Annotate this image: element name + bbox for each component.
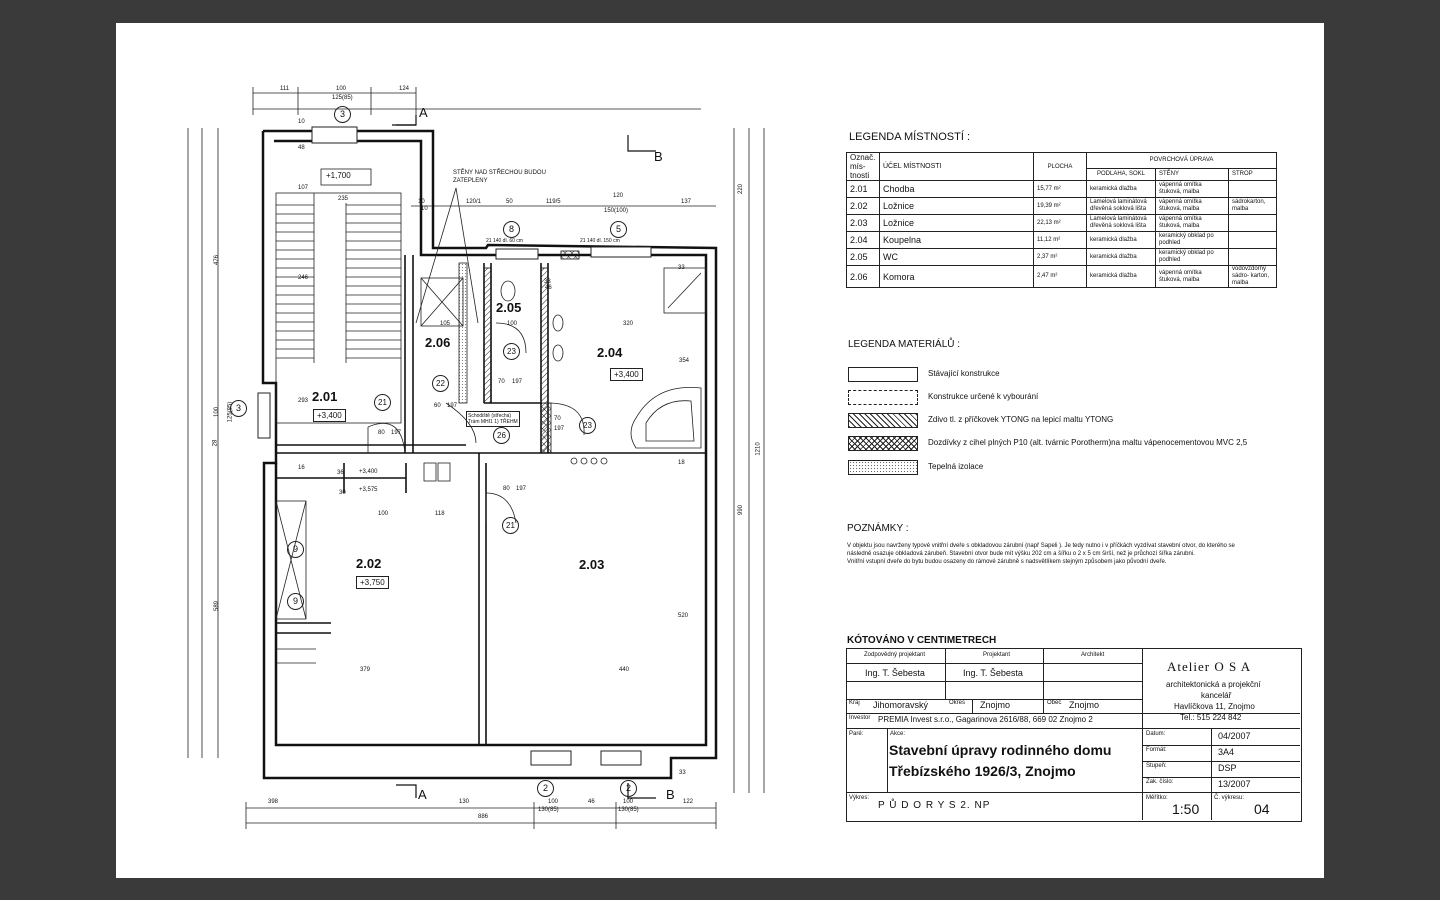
level-2-02: +3,750 <box>356 576 389 589</box>
inner-dimension: 379 <box>360 667 371 673</box>
legend-code: 2.02 <box>847 198 880 215</box>
inner-dimension: 80 <box>503 486 510 492</box>
door-mark-21-b: 21 <box>502 517 519 534</box>
tb-office-line-2: kancelář <box>1201 691 1232 700</box>
dim-row2-6: 150(100) <box>604 208 629 214</box>
tb-rule <box>846 792 1300 793</box>
stair-level: +1,700 <box>326 171 351 180</box>
tb-rule <box>1142 777 1300 778</box>
tb-responsible: Ing. T. Šebesta <box>865 668 925 678</box>
tb-l-action: Akce: <box>890 731 906 737</box>
inner-dimension: 197 <box>516 486 527 492</box>
notes-text <box>847 542 1317 566</box>
inner-dimension: 46 <box>545 285 552 291</box>
legend-row <box>847 181 1277 198</box>
tb-action-2: Třebízského 1926/3, Znojmo <box>889 763 1076 779</box>
material-legend-title: LEGENDA MATERIÁLŮ : <box>848 339 961 350</box>
tb-rule <box>1043 699 1044 713</box>
legend-ceiling: vodovzdorný sádro- karton, malba <box>1229 266 1277 288</box>
wardrobe <box>276 501 316 663</box>
legend-walls: vápenná omítka štuková, malba <box>1156 266 1229 288</box>
dim-bottom-3: 100 <box>548 799 559 805</box>
axis-mark-8: 8 <box>503 221 520 238</box>
level-2-04: +3,400 <box>610 368 643 381</box>
dim-row2-2: 120/1 <box>466 199 482 205</box>
dim-right-2: 1210 <box>755 442 762 456</box>
tb-l-scale: Měřítko: <box>1146 795 1168 801</box>
col-code: Označ. mís- tnosti <box>847 153 880 181</box>
dim-left-4: 28 <box>212 439 219 447</box>
dim-row2-7: 137 <box>681 199 692 205</box>
inner-dimension: 440 <box>619 667 630 673</box>
tb-l-district: Okres <box>949 700 966 706</box>
legend-ceiling: sádrokarton, malba <box>1229 198 1277 215</box>
legend-row <box>847 249 1277 266</box>
tb-action-1: Stavební úpravy rodinného domu <box>889 742 1112 758</box>
dim-row2-4: 119/5 <box>546 199 561 205</box>
dim-bottom-4: 46 <box>588 799 595 805</box>
col-purpose: ÚČEL MÍSTNOSTI <box>880 153 1034 181</box>
legend-area: 11,12 m² <box>1034 232 1087 249</box>
dim-top-1: 111 <box>280 86 290 92</box>
tb-rule <box>1142 648 1143 820</box>
dim-row2-5: 120 <box>613 193 624 199</box>
inner-dimension: 100 <box>378 511 389 517</box>
material-swatch <box>848 460 918 475</box>
tb-format: 3A4 <box>1218 747 1235 757</box>
room-label-2-06: 2.06 <box>425 335 451 350</box>
inner-dimension: 197 <box>447 403 458 409</box>
door-mark-26: 26 <box>493 427 510 444</box>
drawing-sheet <box>116 23 1324 878</box>
room-label-2-01: 2.01 <box>312 389 338 404</box>
axis-mark-5: 5 <box>610 221 627 238</box>
tb-l-region: Kraj <box>849 700 860 706</box>
dim-bottom-7: 130(85) <box>538 807 559 813</box>
material-label: Zdivo tl. z příčkovek YTONG na lepicí maltu YTONG <box>928 415 1114 424</box>
inner-dimension: 197 <box>512 379 523 385</box>
legend-code: 2.06 <box>847 266 880 288</box>
legend-code: 2.05 <box>847 249 880 266</box>
tb-l-investor: Investor <box>849 715 871 721</box>
legend-purpose: Chodba <box>880 181 1034 198</box>
inner-dimension: 70 <box>498 379 505 385</box>
tb-l-number: Č. výkresu: <box>1214 795 1245 801</box>
small-level-1: +3,400 <box>359 469 378 475</box>
dim-left-3: 125(85) <box>227 401 234 423</box>
tb-l-date: Datum: <box>1146 731 1166 737</box>
inner-dimension: 107 <box>298 185 309 191</box>
inner-dimension: 100 <box>507 321 518 327</box>
legend-walls: vápenná omítka štuková, malba <box>1156 198 1229 215</box>
tb-date: 04/2007 <box>1218 731 1251 741</box>
legend-code: 2.04 <box>847 232 880 249</box>
staircase <box>276 169 401 423</box>
legend-purpose: Ložnice <box>880 198 1034 215</box>
col-floor: PODLAHA, SOKL <box>1087 168 1156 180</box>
inner-dimension: 16 <box>298 465 305 471</box>
exterior-walls <box>263 131 716 778</box>
room-label-2-02: 2.02 <box>356 556 382 571</box>
tb-office-line-3: Havlíčkova 11, Znojmo <box>1174 702 1255 711</box>
section-mark-a-bottom: A <box>418 787 427 802</box>
tb-l-copy: Paré: <box>849 731 864 737</box>
tb-rule <box>846 681 1142 682</box>
legend-row <box>847 215 1277 232</box>
material-item <box>848 460 1318 475</box>
legend-ceiling <box>1229 215 1277 232</box>
tb-office-name: Atelier O S A <box>1167 659 1252 674</box>
inner-dimension: 10 <box>421 206 428 212</box>
door-mark-22: 22 <box>432 375 449 392</box>
door-mark-21-a: 21 <box>374 394 391 411</box>
tb-l-format: Formát: <box>1146 747 1167 753</box>
tb-scale: 1:50 <box>1172 801 1200 817</box>
axis-mark-3-left: 3 <box>230 400 247 417</box>
legend-floor: Lamelová laminátová dřevěná soklová lišta <box>1087 215 1156 232</box>
legend-ceiling <box>1229 249 1277 266</box>
legend-floor: keramická dlažba <box>1087 232 1156 249</box>
inner-dimension: 105 <box>440 321 451 327</box>
legend-purpose: Komora <box>880 266 1034 288</box>
room-legend-title: LEGENDA MÍSTNOSTÍ : <box>849 131 971 143</box>
room-legend-table <box>846 152 1277 288</box>
legend-row <box>847 198 1277 215</box>
legend-area: 19,39 m² <box>1034 198 1087 215</box>
roof-note: STĚNY NAD STŘECHOU BUDOU ZATEPLENY <box>453 170 546 184</box>
axis-mark-9-b: 9 <box>287 593 304 610</box>
legend-code: 2.03 <box>847 215 880 232</box>
tb-l-stage: Stupeň: <box>1146 763 1167 769</box>
legend-area: 2,47 m² <box>1034 266 1087 288</box>
dim-bottom-5: 100 <box>623 799 634 805</box>
dim-right-3: 990 <box>738 504 745 516</box>
legend-floor: keramická dlažba <box>1087 181 1156 198</box>
inner-dimension: 18 <box>678 460 685 466</box>
col-ceiling: STROP <box>1229 168 1277 180</box>
dimension-note: KÓTOVÁNO V CENTIMETRECH <box>847 635 997 646</box>
inner-dimension: 197 <box>554 426 565 432</box>
room-label-2-04: 2.04 <box>597 345 623 360</box>
material-item <box>848 413 1318 428</box>
axis-mark-2-a: 2 <box>537 780 554 797</box>
dim-top-4: 124 <box>399 86 410 92</box>
closet <box>416 188 478 403</box>
hatch-note: Schodiště (střecha) Trám MHI1 1) TŘEHM <box>466 411 520 427</box>
material-item <box>848 436 1318 451</box>
tb-order: 13/2007 <box>1218 779 1251 789</box>
inner-dimension: 197 <box>391 430 402 436</box>
material-label: Tepelná izolace <box>928 462 984 471</box>
tb-rule <box>846 663 1142 664</box>
material-label: Dozdívky z cihel plných P10 (alt. tvárnic Porotherm)na maltu vápenocementovou MVC 2,5 <box>928 438 1248 447</box>
window-note-2: 21 140 dl. 150 cm <box>580 238 620 244</box>
legend-floor: keramická dlažba <box>1087 266 1156 288</box>
inner-dimension: 246 <box>298 275 309 281</box>
tb-l-drawing: Výkres: <box>849 795 870 801</box>
dim-top-3: 125(85) <box>332 95 353 101</box>
tb-office-line-1: architektonická a projekční <box>1166 680 1261 689</box>
tb-rule <box>1211 728 1212 820</box>
tb-municipality: Znojmo <box>1069 700 1100 710</box>
tb-region: Jihomoravský <box>873 700 929 710</box>
material-item <box>848 367 1318 382</box>
inner-dimension: 520 <box>678 613 689 619</box>
inner-dimension: 33 <box>678 265 685 271</box>
axis-mark-9-a: 9 <box>287 541 304 558</box>
legend-purpose: Koupelna <box>880 232 1034 249</box>
inner-dimension: 36 <box>337 470 344 476</box>
tb-district: Znojmo <box>980 700 1011 710</box>
dim-left-5: 589 <box>214 600 221 612</box>
tb-rule <box>1142 761 1300 762</box>
note-line: Vnitřní vstupní dveře do bytu budou osazeny do rámové zárubně s nadsvětlíkem stejným způsobem jako původní dveře. <box>847 559 1167 565</box>
section-mark-b-top: B <box>654 149 663 164</box>
legend-walls: keramický obklad po podhled <box>1156 249 1229 266</box>
legend-code: 2.01 <box>847 181 880 198</box>
level-2-01: +3,400 <box>313 409 346 422</box>
dim-left-2: 100 <box>214 406 221 418</box>
tb-rule <box>1043 648 1044 699</box>
dim-row2-1: 10 <box>418 199 425 205</box>
legend-floor: keramická dlažba <box>1087 249 1156 266</box>
note-line: následně osazuje obkladová zárubeň. Stavební otvor bude mít výšku 202 cm a šířku o 2 x 5 cm širší, než je průchozí šířka zárubni. <box>847 551 1195 557</box>
legend-purpose: Ložnice <box>880 215 1034 232</box>
legend-ceiling <box>1229 232 1277 249</box>
dim-top-2: 100 <box>336 86 347 92</box>
tb-rule <box>846 728 1300 729</box>
window-note-1: 21 140 dl. 60 cm <box>486 238 523 244</box>
col-area: PLOCHA <box>1034 153 1087 181</box>
legend-purpose: WC <box>880 249 1034 266</box>
material-swatch <box>848 413 918 428</box>
section-mark-b-bottom: B <box>666 787 675 802</box>
dim-bottom-total: 886 <box>478 814 489 820</box>
inner-dimension: 235 <box>338 196 349 202</box>
legend-walls: vápenná omítka štuková, malba <box>1156 181 1229 198</box>
legend-walls: vápenná omítka štuková, malba <box>1156 215 1229 232</box>
small-level-2: +3,575 <box>359 487 378 493</box>
material-label: Konstrukce určené k vybourání <box>928 392 1039 401</box>
legend-walls: keramický obklad po podhled <box>1156 232 1229 249</box>
legend-area: 15,77 m² <box>1034 181 1087 198</box>
dim-bottom-2: 130 <box>459 799 470 805</box>
dim-bottom-8: 130(85) <box>618 807 639 813</box>
section-mark-a-top: A <box>419 105 428 120</box>
inner-dimension: 33 <box>544 279 551 285</box>
material-swatch <box>848 367 918 382</box>
inner-dimension: 293 <box>298 398 309 404</box>
tb-number: 04 <box>1254 801 1270 817</box>
dim-right-1: 220 <box>738 183 745 195</box>
tb-rule <box>887 728 888 792</box>
legend-row <box>847 232 1277 249</box>
legend-area: 22,13 m² <box>1034 215 1087 232</box>
tb-h-designer: Projektant <box>983 652 1011 658</box>
door-mark-23-b: 23 <box>579 417 596 434</box>
legend-row <box>847 266 1277 288</box>
inner-dimension: 70 <box>554 416 561 422</box>
material-swatch <box>848 436 918 451</box>
door-mark-23-a: 23 <box>503 343 520 360</box>
tb-stage: DSP <box>1218 763 1237 773</box>
legend-area: 2,37 m² <box>1034 249 1087 266</box>
inner-dimension: 60 <box>434 403 441 409</box>
inner-dimension: 30 <box>339 490 346 496</box>
inner-dimension: 80 <box>378 430 385 436</box>
room-label-2-05: 2.05 <box>496 300 522 315</box>
section-markers <box>392 115 656 798</box>
dim-bottom-6: 122 <box>683 799 694 805</box>
tb-investor: PREMIA Invest s.r.o., Gagarinova 2616/88, 669 02 Znojmo 2 <box>878 715 1093 724</box>
inner-dimension: 118 <box>435 511 445 517</box>
dim-left-1: 476 <box>214 254 221 266</box>
dim-row2-3: 50 <box>506 199 513 205</box>
tb-rule <box>1142 745 1300 746</box>
note-line: V objektu jsou navrženy typové vnitřní dveře s obkladovou zárubní (např Sapeli ). Je tedy nutno i v příčkách vyzdívat stavební otvor, do kterého se <box>847 543 1235 549</box>
material-swatch <box>848 390 918 405</box>
tb-drawing: P Ů D O R Y S 2. NP <box>878 800 991 811</box>
col-walls: STĚNY <box>1156 168 1229 180</box>
tb-h-responsible: Zodpovědný projektant <box>864 652 926 658</box>
tb-l-order: Zak. číslo: <box>1146 779 1174 785</box>
tb-designer: Ing. T. Šebesta <box>963 668 1023 678</box>
tb-l-municipality: Obec <box>1047 700 1062 706</box>
axis-mark-2-b: 2 <box>620 780 637 797</box>
material-item <box>848 390 1318 405</box>
windows <box>258 127 651 765</box>
inner-dimension: 354 <box>679 358 690 364</box>
inner-dimension: 10 <box>298 119 305 125</box>
legend-ceiling <box>1229 181 1277 198</box>
axis-mark-3-top: 3 <box>334 106 351 123</box>
legend-floor: Lamelová laminátová dřevěná soklová lišta <box>1087 198 1156 215</box>
dim-bottom-1: 398 <box>268 799 279 805</box>
material-label: Stávající konstrukce <box>928 369 1000 378</box>
tb-office-line-4: Tel.: 515 224 842 <box>1180 713 1242 722</box>
notes-title: POZNÁMKY : <box>847 523 909 534</box>
col-finish: POVRCHOVÁ ÚPRAVA <box>1087 153 1277 169</box>
tb-rule <box>945 648 946 699</box>
inner-dimension: 33 <box>679 770 686 776</box>
tb-h-architect: Architekt <box>1081 652 1105 658</box>
inner-dimension: 48 <box>298 145 305 151</box>
tb-rule <box>972 699 973 713</box>
room-label-2-03: 2.03 <box>579 557 605 572</box>
inner-dimension: 320 <box>623 321 634 327</box>
